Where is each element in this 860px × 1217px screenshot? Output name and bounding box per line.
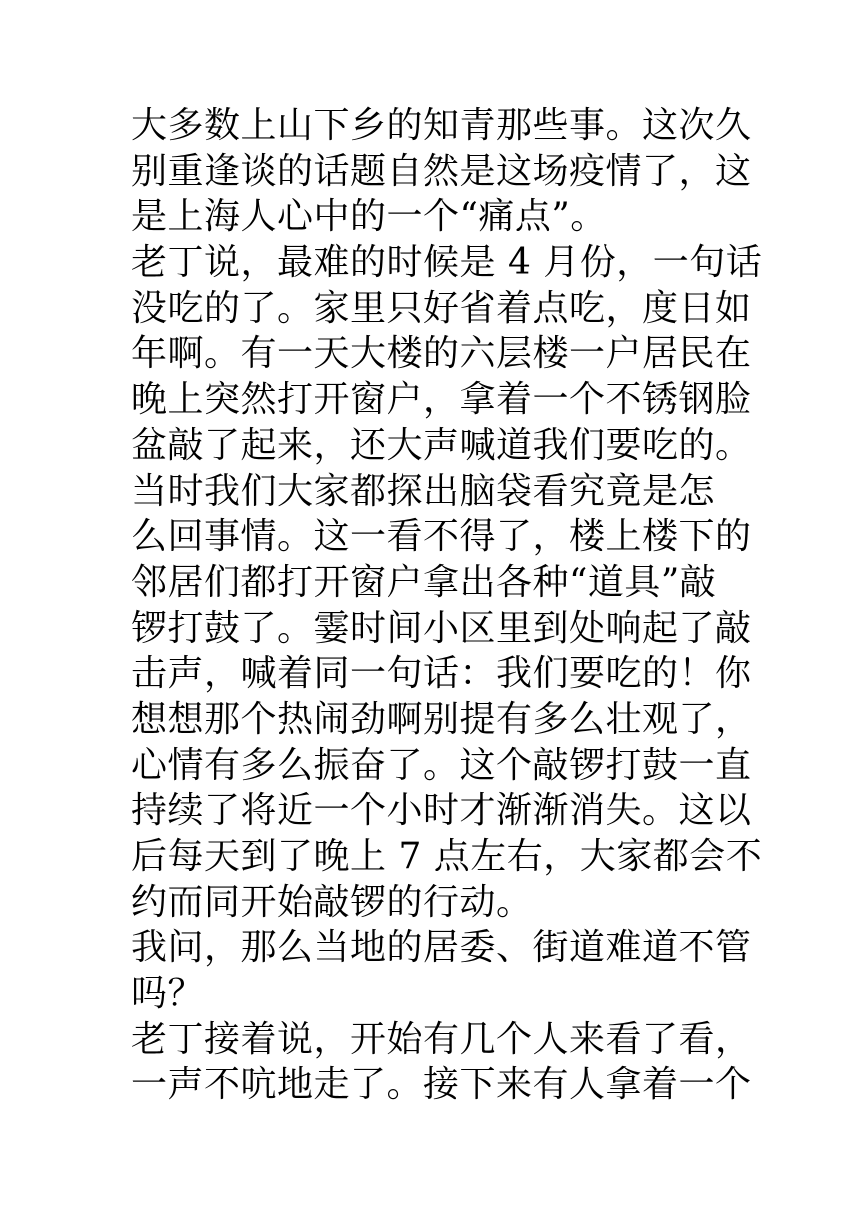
text-line: 么回事情。这一看不得了，楼上楼下的: [131, 516, 752, 558]
text-line: 盆敲了起来，还大声喊道我们要吃的。: [131, 424, 752, 466]
text-line: 晚上突然打开窗户，拿着一个不锈钢脸: [131, 379, 752, 421]
text-line: 吗？: [131, 973, 205, 1015]
text-line: 年啊。有一天大楼的六层楼一户居民在: [131, 333, 752, 375]
text-line: 大多数上山下乡的知青那些事。这次久: [131, 105, 752, 146]
text-line: 邻居们都打开窗户拿出各种“道具”敲: [131, 561, 717, 603]
text-line: 心情有多么振奋了。这个敲锣打鼓一直: [131, 744, 752, 786]
text-line: 当时我们大家都探出脑袋看究竟是怎: [131, 470, 716, 512]
text-line: 是上海人心中的一个“痛点”。: [131, 196, 607, 238]
text-line: 别重逢谈的话题自然是这场疫情了，这: [131, 150, 752, 192]
text-line: 老丁说，最难的时候是 4 月份，一句话: [131, 242, 763, 284]
text-line: 没吃的了。家里只好省着点吃，度日如: [131, 287, 752, 329]
text-line: 锣打鼓了。霎时间小区里到处响起了敲: [131, 607, 752, 649]
text-line: 击声，喊着同一句话：我们要吃的！你: [131, 653, 752, 695]
body-text: [131, 103, 763, 1108]
text-line: 想想那个热闹劲啊别提有多么壮观了，: [131, 698, 752, 740]
text-line: 我问，那么当地的居委、街道难道不管: [131, 927, 752, 969]
text-line: 老丁接着说，开始有几个人来看了看，: [131, 1018, 752, 1060]
text-line: 约而同开始敲锣的行动。: [131, 881, 533, 923]
text-line: 持续了将近一个小时才渐渐消失。这以: [131, 790, 752, 832]
text-line: 后每天到了晚上 7 点左右，大家都会不: [131, 836, 763, 877]
text-line: 一声不吭地走了。接下来有人拿着一个: [131, 1064, 752, 1106]
